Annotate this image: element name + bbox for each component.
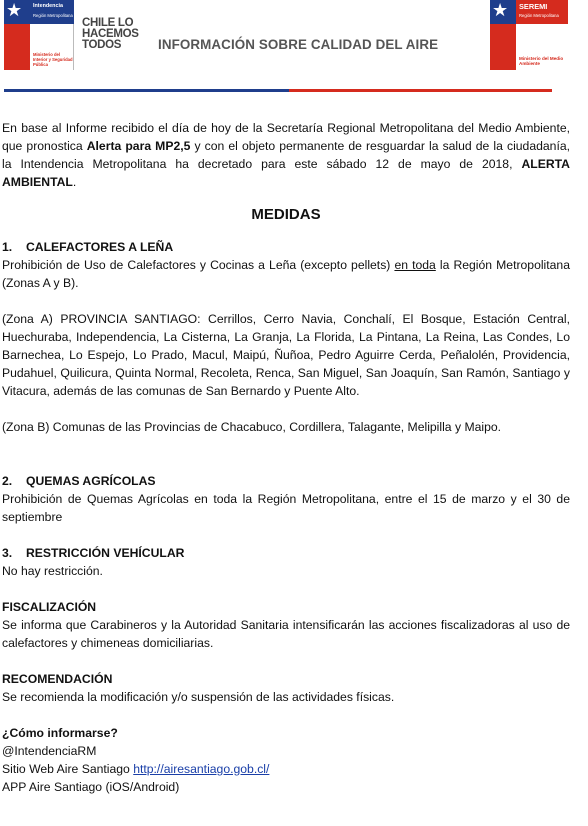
section-3-text: No hay restricción.: [2, 564, 103, 578]
right-logo-institution: SEREMI: [519, 2, 548, 11]
section-3-heading: 3. RESTRICCIÓN VEHÍCULAR: [2, 546, 185, 560]
alert-type: Alerta para MP2,5: [86, 139, 191, 153]
alert-level: ALERTA AMBIENTAL: [2, 157, 570, 189]
intro-paragraph: En base al Informe recibido el día de hoy de la Secretaría Regional Metropolitana del Medio Ambiente, que pronostica Alerta para MP2,5 y con el objeto permanente de resguardar la salud de la ciudadanía, la Intendencia Metropolitana ha decretado para este sábado 12 de mayo de 2018, ALERTA AMBIENTAL.: [2, 121, 570, 189]
document-body: [2, 119, 570, 796]
fiscalizacion-heading: FISCALIZACIÓN: [2, 600, 97, 614]
chile-flag-icon: ★: [4, 0, 30, 24]
section-1-text: Prohibición de Uso de Calefactores y Cocinas a Leña (excepto pellets) en toda la Región Metropolitana (Zonas A y B).: [2, 258, 570, 290]
left-logo-institution: Intendencia: [33, 3, 63, 9]
recomendacion-text: Se recomienda la modificación y/o suspensión de las actividades físicas.: [2, 690, 395, 704]
twitter-handle: @IntendenciaRM: [2, 744, 97, 758]
zone-a-text: (Zona A) PROVINCIA SANTIAGO: Cerrillos, Cerro Navia, Conchalí, El Bosque, Estación Central, Huechuraba, Independencia, La Cisterna, La Granja, La Florida, La Pintana, La Reina, Las Condes, Lo Barnechea, Lo Espejo, Lo Prado, Macul, Maipú, Ñuñoa, Pedro Aguirre Cerda, Peñalolén, Providencia, Pudahuel, Quilicura, Quinta Normal, Recoleta, Renca, San Miguel, San Joaquín, San Ramón, Santiago y Vitacura, además de las comunas de San Bernardo y Puente Alto.: [2, 312, 570, 398]
document-header: [0, 0, 588, 96]
right-logo-institution-sub: Región Metropolitana: [519, 13, 559, 18]
section-1-heading: 1. CALEFACTORES A LEÑA: [2, 240, 174, 254]
info-heading: ¿Cómo informarse?: [2, 726, 118, 740]
chile-flag-icon: ★: [490, 0, 516, 24]
slogan: CHILE LO HACEMOS TODOS: [82, 17, 139, 51]
left-logo-institution-sub: Región Metropolitana: [33, 13, 73, 18]
website-link[interactable]: http://airesantiago.gob.cl/: [133, 762, 270, 776]
seremi-logo: [490, 0, 568, 74]
section-2-text: Prohibición de Quemas Agrícolas en toda la Región Metropolitana, entre el 15 de marzo y el 30 de septiembre: [2, 492, 570, 524]
zone-b-text: (Zona B) Comunas de las Provincias de Chacabuco, Cordillera, Talagante, Melipilla y Maipo.: [2, 420, 502, 434]
website-line: Sitio Web Aire Santiago http://airesantiago.gob.cl/: [2, 762, 270, 776]
medidas-title: MEDIDAS: [251, 206, 321, 223]
intendencia-logo: [4, 0, 74, 74]
header-rule-red: [289, 89, 552, 92]
app-line: APP Aire Santiago (iOS/Android): [2, 780, 180, 794]
document-heading: INFORMACIÓN SOBRE CALIDAD DEL AIRE: [158, 37, 439, 52]
fiscalizacion-text: Se informa que Carabineros y la Autoridad Sanitaria intensificarán las acciones fiscalizadoras al uso de calefactores y chimeneas domiciliarias.: [2, 618, 570, 650]
left-logo-ministry: Ministerio del Interior y Seguridad Pública: [33, 52, 73, 68]
recomendacion-heading: RECOMENDACIÓN: [2, 672, 113, 686]
right-logo-ministry: Ministerio del Medio Ambiente: [519, 56, 564, 67]
section-2-heading: 2. QUEMAS AGRÍCOLAS: [2, 474, 156, 488]
header-rule-blue: [4, 89, 289, 92]
